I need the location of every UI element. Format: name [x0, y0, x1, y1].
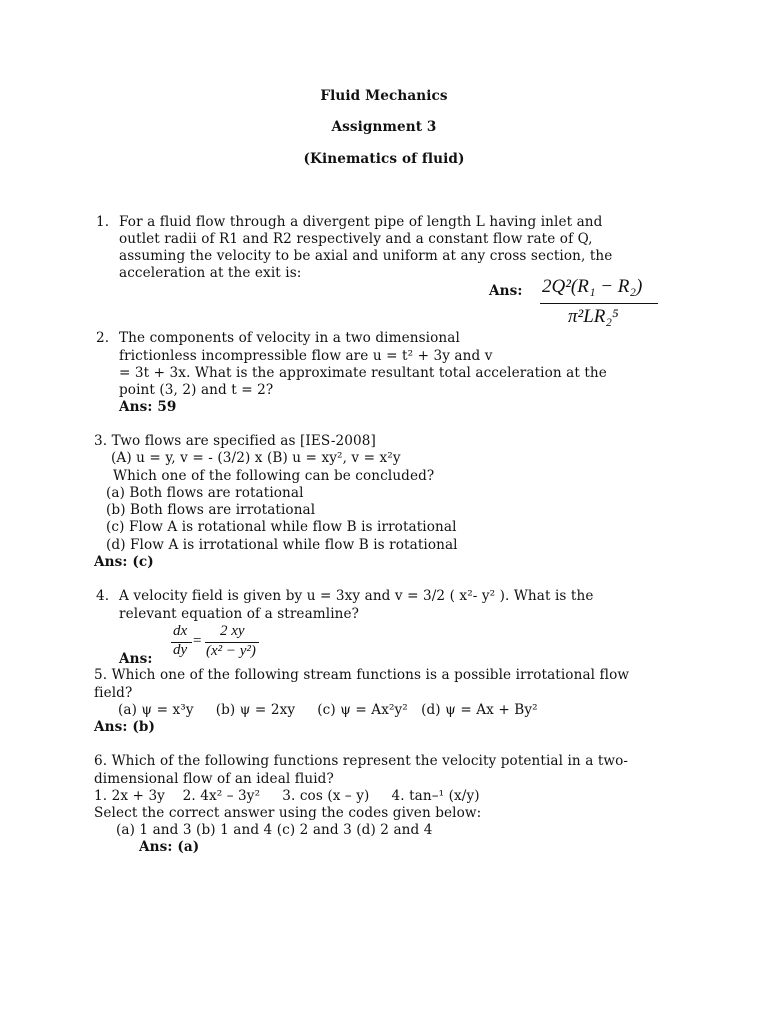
- q6-line-1: 6. Which of the following functions represent the velocity potential in a two-: [94, 753, 629, 769]
- q3-line-2: (A) u = y, v = - (3/2) x (B) u = xy², v = x²y: [111, 450, 401, 466]
- q4-streamline-equation: [170, 623, 270, 663]
- q1-number: 1.: [96, 214, 110, 230]
- q1-answer-fraction: [540, 276, 660, 332]
- q3-answer: Ans: (c): [94, 554, 154, 570]
- q1-answer-denominator: π²LR₂⁵: [568, 306, 619, 327]
- q4-line-2: relevant equation of a streamline?: [119, 606, 360, 622]
- q1-line-2: outlet radii of R1 and R2 respectively and a constant flow rate of Q,: [119, 231, 593, 247]
- q2-line-3: = 3t + 3x. What is the approximate resultant total acceleration at the: [119, 365, 607, 381]
- q3-option-a: (a) Both flows are rotational: [106, 485, 304, 501]
- q5-line-2: field?: [94, 685, 133, 701]
- q1-answer-label: Ans:: [489, 283, 523, 299]
- q5-options: (a) ψ = x³y (b) ψ = 2xy (c) ψ = Ax²y² (d) ψ = Ax + By²: [118, 702, 538, 718]
- q4-answer: Ans:: [119, 651, 153, 667]
- q6-line-3: 1. 2x + 3y 2. 4x² – 3y² 3. cos (x – y) 4. tan–¹ (x/y): [94, 788, 480, 804]
- q3-option-c: (c) Flow A is rotational while flow B is irrotational: [106, 519, 457, 535]
- q6-line-5: (a) 1 and 3 (b) 1 and 4 (c) 2 and 3 (d) 2 and 4: [116, 822, 433, 838]
- q1-fraction-bar: [540, 303, 658, 304]
- topic-title: (Kinematics of fluid): [303, 151, 465, 167]
- q2-line-1: The components of velocity in a two dimensional: [119, 330, 460, 346]
- q4-rhs-denominator: (x² − y²): [206, 643, 256, 659]
- q4-lhs-denominator: dy: [173, 642, 188, 658]
- q5-line-1: 5. Which one of the following stream functions is a possible irrotational flow: [94, 667, 630, 683]
- q2-line-2: frictionless incompressible flow are u = t² + 3y and v: [119, 348, 493, 364]
- assignment-title: Assignment 3: [331, 119, 437, 135]
- q3-option-d: (d) Flow A is irrotational while flow B is rotational: [106, 537, 458, 553]
- q6-line-2: dimensional flow of an ideal fluid?: [94, 771, 334, 787]
- course-title: Fluid Mechanics: [320, 88, 448, 104]
- q5-answer: Ans: (b): [94, 719, 156, 735]
- q4-rhs-numerator: 2 xy: [220, 623, 245, 639]
- q1-answer-numerator: 2Q²(R₁ − R₂): [542, 276, 643, 297]
- q1-line-4: acceleration at the exit is:: [119, 265, 302, 281]
- q1-line-1: For a fluid flow through a divergent pipe of length L having inlet and: [119, 214, 603, 230]
- q4-lhs-numerator: dx: [173, 623, 188, 639]
- q3-line-3: Which one of the following can be concluded?: [113, 468, 435, 484]
- q6-line-4: Select the correct answer using the codes given below:: [94, 805, 482, 821]
- q3-option-b: (b) Both flows are irrotational: [106, 502, 316, 518]
- q4-equals: =: [193, 633, 202, 649]
- q2-answer: Ans: 59: [119, 399, 177, 415]
- q3-line-1: 3. Two flows are specified as [IES-2008]: [94, 433, 376, 449]
- q2-number: 2.: [96, 330, 110, 346]
- q6-answer: Ans: (a): [139, 839, 200, 855]
- q1-line-3: assuming the velocity to be axial and uniform at any cross section, the: [119, 248, 613, 264]
- q4-line-1: A velocity field is given by u = 3xy and v = 3/2 ( x²- y² ). What is the: [119, 588, 594, 604]
- q4-number: 4.: [96, 588, 110, 604]
- q2-line-4: point (3, 2) and t = 2?: [119, 382, 274, 398]
